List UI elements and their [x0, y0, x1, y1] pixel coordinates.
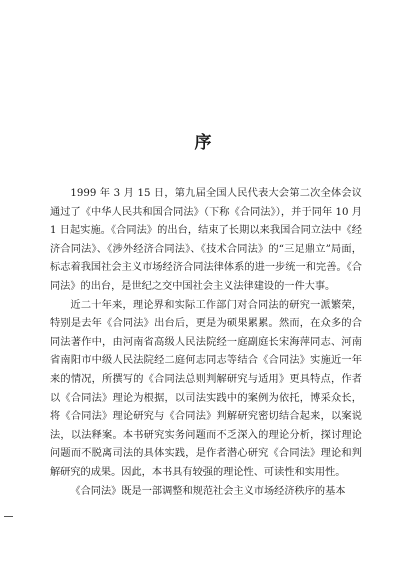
paragraph-2: 近二十年来，理论界和实际工作部门对合同法的研究一派繁荣，特别是去年《合同法》出台后，更是为硕果累累。然而，在众多的合同法著作中，由河南省高级人民法院经一庭副庭长宋海萍同志、河南省南阳市中级人民法院经二庭何志同志等结合《合同法》实施近一年来的情况，所撰写的《合同法总则判解研究与适用》更具特点，作者以《合同法》理论为根据，以司法实践中的案例为依托，博采众长，将《合同法》理论研究与《合同法》判解研究密切结合起来，以案说法，以法释案。本书研究实务问题而不乏深入的理论分析，探讨理论问题而不脱离司法的具体实践，是作者潜心研究《合同法》理论和判解研究的成果。因此，本书具有较强的理论性、可读性和实用性。	[50, 299, 362, 478]
preface-body	[50, 185, 362, 501]
paragraph-3: 《合同法》既是一部调整和规范社会主义市场经济秩序的基本	[70, 485, 346, 497]
paragraph-1: 1999 年 3 月 15 日，第九届全国人民代表大会第二次全体会议通过了《中华人民共和国合同法》（下称《合同法》），并于同年 10 月 1 日起实施。《合同法》的出台，结束了长期以来我国合同立法中《经济合同法》、《涉外经济合同法》、《技术合同法》的“三足鼎立”局面，标志着我国社会主义市场经济合同法律体系的进一步统一和完善。《合同法》的出台，是世纪之交中国社会主义法律建设的一件大事。	[50, 188, 362, 292]
margin-mark	[4, 516, 13, 517]
page-title: 序	[194, 133, 213, 153]
